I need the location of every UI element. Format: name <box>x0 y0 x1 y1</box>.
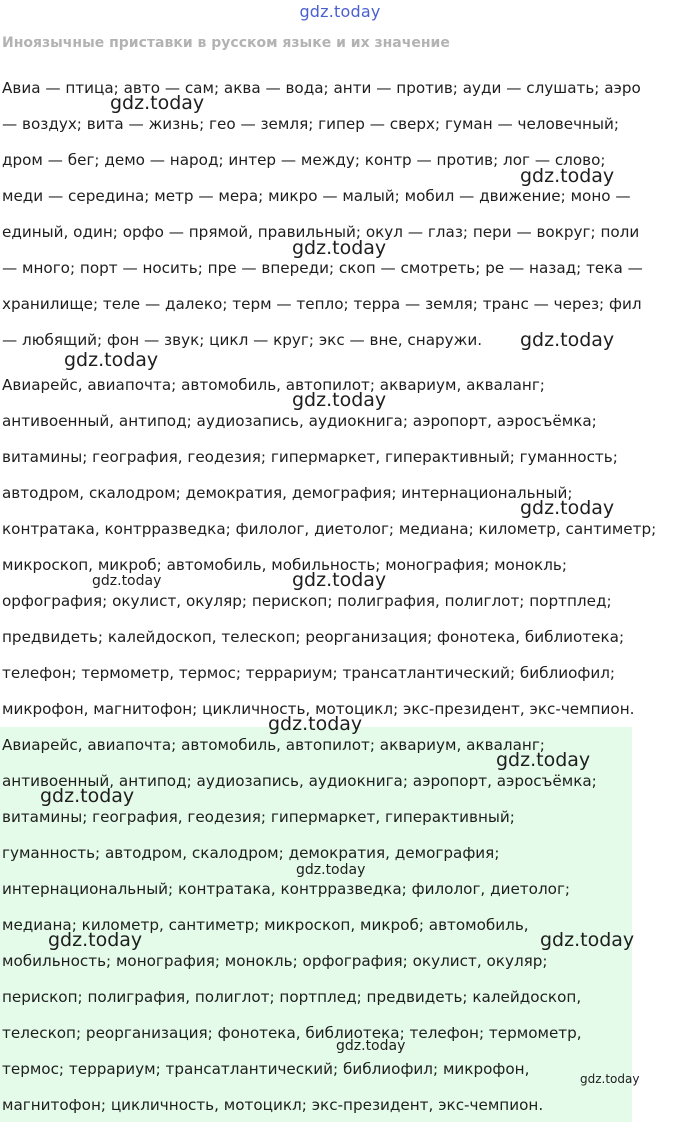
answer-line: мобильность; монография; монокль; орфография; окулист, окуляр; <box>2 952 548 970</box>
watermark: gdz.today <box>496 749 591 771</box>
answer-line: перископ; полиграфия, полиглот; портплед; предвидеть; калейдоскоп, <box>2 988 582 1006</box>
watermark: gdz.today <box>110 92 205 114</box>
meanings-line: единый, один; орфо — прямой, правильный; окул — глаз; пери — вокруг; поли <box>2 223 640 241</box>
watermark: gdz.today <box>40 785 135 807</box>
watermark: gdz.today <box>520 497 615 519</box>
answer-line: гуманность; автодром, скалодром; демократия, демография; <box>2 844 500 862</box>
watermark: gdz.today <box>296 862 366 878</box>
watermark: gdz.today <box>520 165 615 187</box>
meanings-line: дром — бег; демо — народ; интер — между; контр — против; лог — слово; <box>2 151 606 169</box>
watermark: gdz.today <box>48 929 143 951</box>
watermark: gdz.today <box>92 573 162 589</box>
answer-line: термос; террариум; трансатлантический; библиофил; микрофон, <box>2 1060 530 1078</box>
watermark: gdz.today <box>292 569 387 591</box>
answer-line: витамины; география, геодезия; гипермаркет, гиперактивный; <box>2 808 515 826</box>
meanings-line: Авиа — птица; авто — сам; аква — вода; анти — против; ауди — слушать; аэро <box>2 79 641 97</box>
watermark: gdz.today <box>64 349 159 371</box>
meanings-line: меди — середина; метр — мера; микро — малый; мобил — движение; моно — <box>2 187 631 205</box>
examples-line: витамины; география, геодезия; гипермаркет, гиперактивный; гуманность; <box>2 448 618 466</box>
answer-line: антивоенный, антипод; аудиозапись, аудиокнига; аэропорт, аэросъёмка; <box>2 772 597 790</box>
examples-line: микрофон, магнитофон; цикличность, мотоцикл; экс-президент, экс-чемпион. <box>2 700 635 718</box>
page-title: Иноязычные приставки в русском языке и их значение <box>2 35 450 51</box>
examples-line: предвидеть; калейдоскоп, телескоп; реорганизация; фонотека, библиотека; <box>2 628 625 646</box>
answer-line: интернациональный; контратака, контрразведка; филолог, диетолог; <box>2 880 571 898</box>
answer-line: медиана; километр, сантиметр; микроскоп, микроб; автомобиль, <box>2 916 529 934</box>
examples-line: микроскоп, микроб; автомобиль, мобильность; монография; монокль; <box>2 556 567 574</box>
meanings-line: — любящий; фон — звук; цикл — круг; экс — вне, снаружи. <box>2 331 483 349</box>
watermark: gdz.today <box>520 329 615 351</box>
watermark: gdz.today <box>336 1038 406 1054</box>
examples-line: автодром, скалодром; демократия, демография; интернациональный; <box>2 484 573 502</box>
examples-line: Авиарейс, авиапочта; автомобиль, автопилот; аквариум, акваланг; <box>2 376 545 394</box>
site-logo[interactable]: gdz.today <box>299 2 381 21</box>
examples-line: контратака, контрразведка; филолог, диетолог; медиана; километр, сантиметр; <box>2 520 657 538</box>
meanings-line: — много; порт — носить; пре — впереди; скоп — смотреть; ре — назад; тека — <box>2 259 643 277</box>
answer-line: магнитофон; цикличность, мотоцикл; экс-президент, экс-чемпион. <box>2 1096 544 1114</box>
meanings-line: хранилище; теле — далеко; терм — тепло; терра — земля; транс — через; фил <box>2 295 642 313</box>
watermark: gdz.today <box>292 389 387 411</box>
watermark: gdz.today <box>292 237 387 259</box>
answer-line: телескоп; реорганизация; фонотека, библиотека; телефон; термометр, <box>2 1024 582 1042</box>
examples-line: телефон; термометр, термос; террариум; трансатлантический; библиофил; <box>2 664 616 682</box>
watermark: gdz.today <box>540 929 635 951</box>
watermark: gdz.today <box>580 1072 640 1086</box>
watermark: gdz.today <box>268 713 363 735</box>
examples-line: антивоенный, антипод; аудиозапись, аудиокнига; аэропорт, аэросъёмка; <box>2 412 597 430</box>
answer-line: Авиарейс, авиапочта; автомобиль, автопилот; аквариум, акваланг; <box>2 736 545 754</box>
meanings-line: — воздух; вита — жизнь; гео — земля; гипер — сверх; гуман — человечный; <box>2 115 619 133</box>
examples-line: орфография; окулист, окуляр; перископ; полиграфия, полиглот; портплед; <box>2 592 612 610</box>
